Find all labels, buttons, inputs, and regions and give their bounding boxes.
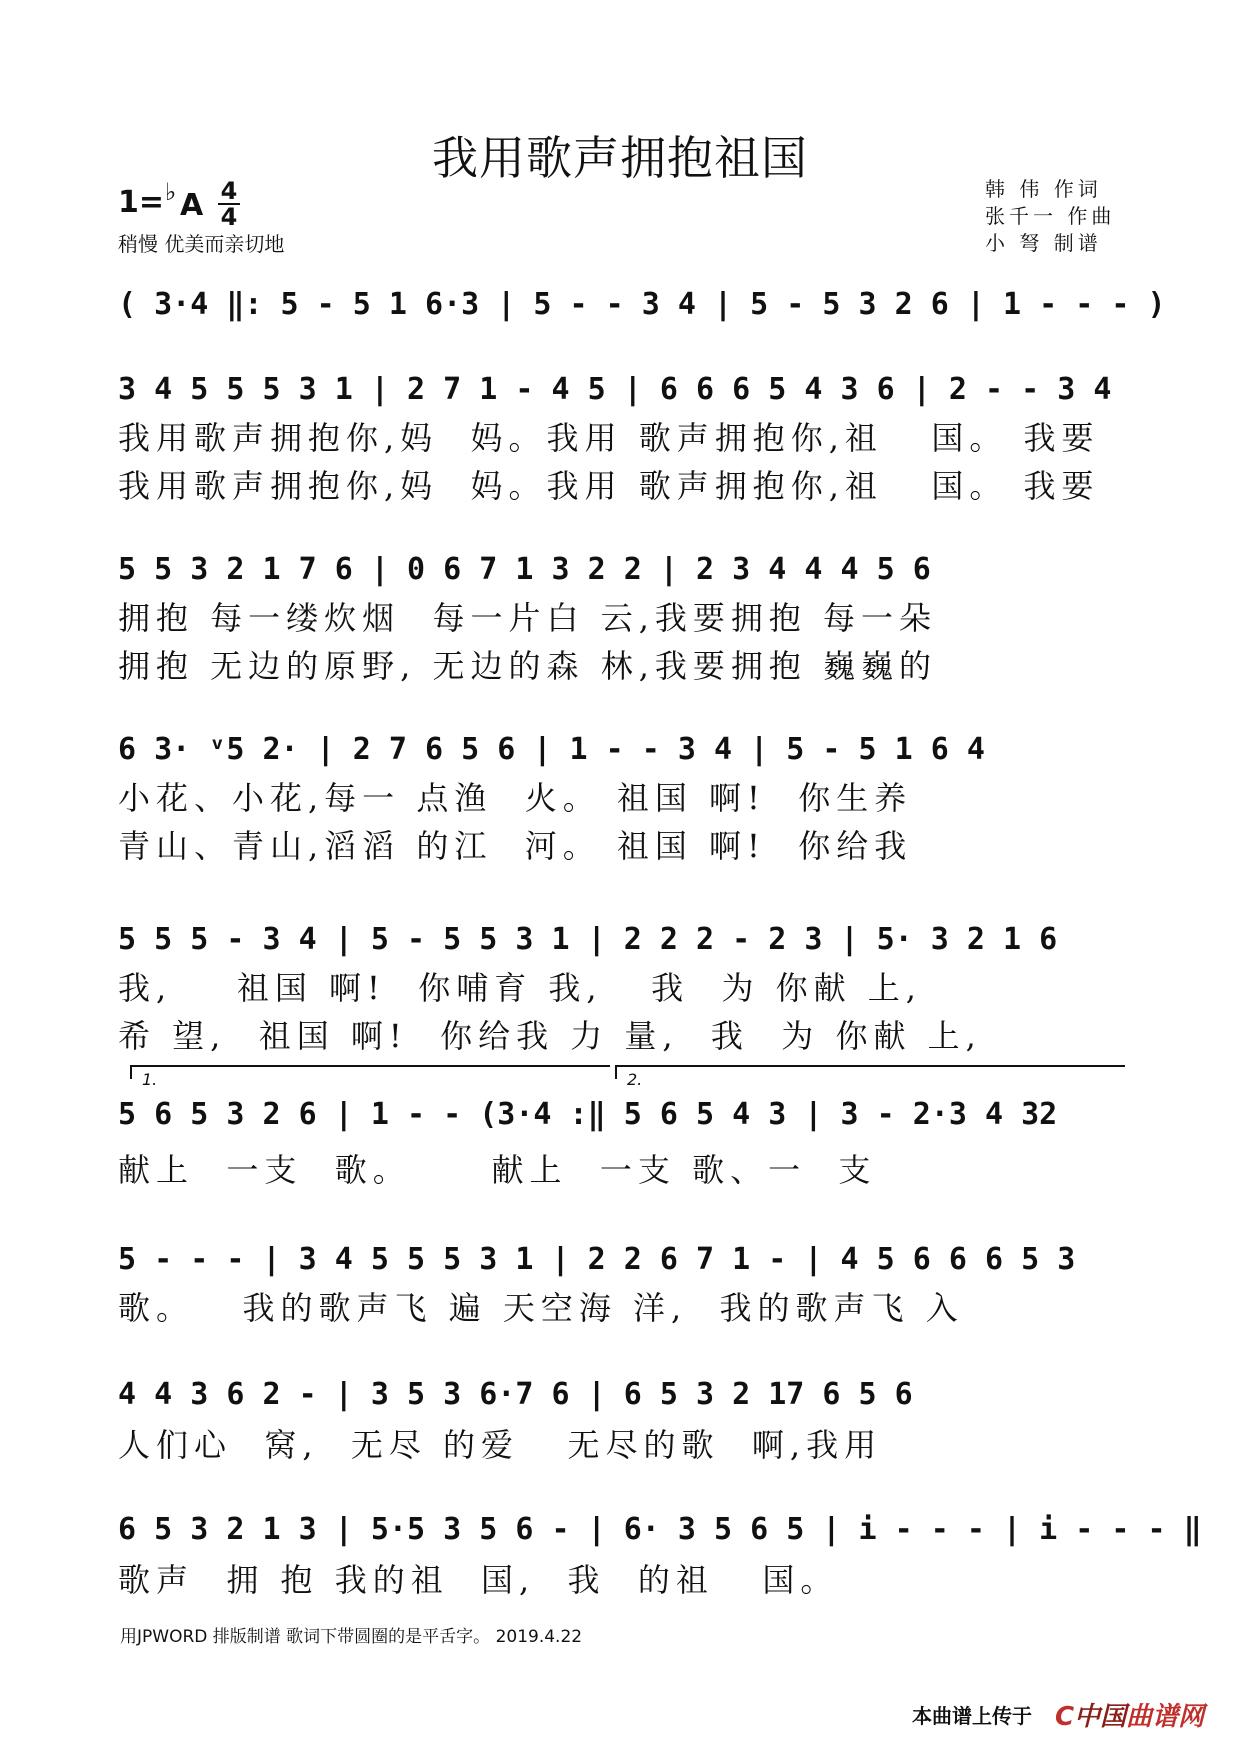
volta-bracket-1 bbox=[130, 1065, 610, 1067]
notation-line: 5 5 3 2 1 7 6 | 0 6 7 1 3 2 2 | 2 3 4 4 4 5 6 bbox=[118, 552, 931, 587]
page-title: 我用歌声拥抱祖国 bbox=[432, 131, 808, 185]
lyrics-verse-1: 人们心 窝, 无尽 的爱 无尽的歌 啊,我用 bbox=[118, 1426, 883, 1464]
upload-text: 本曲谱上传于 bbox=[912, 1704, 1032, 1728]
logo-text-1: 中国 bbox=[1074, 1702, 1127, 1732]
logo-text-2: 曲谱网 bbox=[1126, 1702, 1205, 1732]
notation-line: 5 - - - | 3 4 5 5 5 3 1 | 2 2 6 7 1 - | 4 5 6 6 6 5 3 bbox=[118, 1242, 1076, 1277]
site-logo bbox=[1055, 1696, 1204, 1733]
notation-line: 4 4 3 6 2 - | 3 5 3 6·7 6 | 6 5 3 2 17 6 5 6 bbox=[118, 1377, 913, 1412]
logo-c-icon: C bbox=[1055, 1702, 1075, 1732]
notation-line: 5 6 5 3 2 6 | 1 - - (3·4 :‖ 5 6 5 4 3 | 3 - 2·3 4 32 bbox=[118, 1097, 1058, 1132]
lyricist: 韩 伟 作词 bbox=[985, 177, 1102, 201]
lyrics-verse-2: 拥抱 无边的原野, 无边的森 林,我要拥抱 巍巍的 bbox=[118, 647, 938, 685]
key-letter: A bbox=[180, 188, 204, 223]
lyrics-verse-1: 小花、小花,每一 点渔 火。 祖国 啊! 你生养 bbox=[118, 779, 913, 817]
lyrics-verse-1: 我用歌声拥抱你,妈 妈。我用 歌声拥抱你,祖 国。 我要 bbox=[118, 419, 1100, 457]
lyrics-verse-2: 青山、青山,滔滔 的江 河。 祖国 啊! 你给我 bbox=[118, 827, 913, 865]
lyrics-verse-1: 歌声 拥 抱 我的祖 国, 我 的祖 国。 bbox=[118, 1561, 839, 1599]
credits bbox=[985, 176, 1115, 257]
tempo-marking: 稍慢 优美而亲切地 bbox=[118, 232, 285, 256]
volta-label-2: 2. bbox=[627, 1070, 643, 1089]
lyrics-verse-2: 我用歌声拥抱你,妈 妈。我用 歌声拥抱你,祖 国。 我要 bbox=[118, 467, 1100, 505]
lyrics-verse-1: 献上 一支 歌。 献上 一支 歌、一 支 bbox=[118, 1151, 877, 1189]
volta-hook-1 bbox=[130, 1065, 132, 1079]
key-label: 1= bbox=[118, 185, 165, 220]
volta-bracket-2 bbox=[615, 1065, 1125, 1067]
time-bottom: 4 bbox=[220, 203, 238, 231]
flat-sign: ♭ bbox=[165, 178, 177, 206]
arranger: 小 弩 制谱 bbox=[985, 231, 1102, 255]
lyrics-verse-2: 希 望, 祖国 啊! 你给我 力 量, 我 为 你献 上, bbox=[118, 1017, 982, 1055]
notation-line: 5 5 5 - 3 4 | 5 - 5 5 3 1 | 2 2 2 - 2 3 | 5· 3 2 1 6 bbox=[118, 922, 1058, 957]
lyrics-verse-1: 我, 祖国 啊! 你哺育 我, 我 为 你献 上, bbox=[118, 969, 922, 1007]
volta-hook-2 bbox=[615, 1065, 617, 1079]
notation-line: ( 3·4 ‖: 5 - 5 1 6·3 | 5 - - 3 4 | 5 - 5 3 2 6 | 1 - - - ) bbox=[118, 287, 1166, 322]
notation-line: 6 5 3 2 1 3 | 5·5 3 5 6 - | 6· 3 5 6 5 | i - - - | i - - - ‖ bbox=[118, 1512, 1202, 1547]
volta-label-1: 1. bbox=[142, 1070, 158, 1089]
time-top: 4 bbox=[220, 177, 238, 205]
lyrics-verse-1: 拥抱 每一缕炊烟 每一片白 云,我要拥抱 每一朵 bbox=[118, 599, 938, 637]
time-signature bbox=[218, 177, 240, 231]
footer-note: 用JPWORD 排版制谱 歌词下带圆圈的是平舌字。 2019.4.22 bbox=[120, 1627, 583, 1647]
lyrics-verse-1: 歌。 我的歌声飞 遍 天空海 洋, 我的歌声飞 入 bbox=[118, 1289, 964, 1327]
notation-line: 3 4 5 5 5 3 1 | 2 7 1 - 4 5 | 6 6 6 5 4 3 6 | 2 - - 3 4 bbox=[118, 372, 1112, 407]
composer: 张千一 作曲 bbox=[985, 204, 1116, 228]
notation-line: 6 3· ᵛ5 2· | 2 7 6 5 6 | 1 - - 3 4 | 5 - 5 1 6 4 bbox=[118, 732, 985, 767]
